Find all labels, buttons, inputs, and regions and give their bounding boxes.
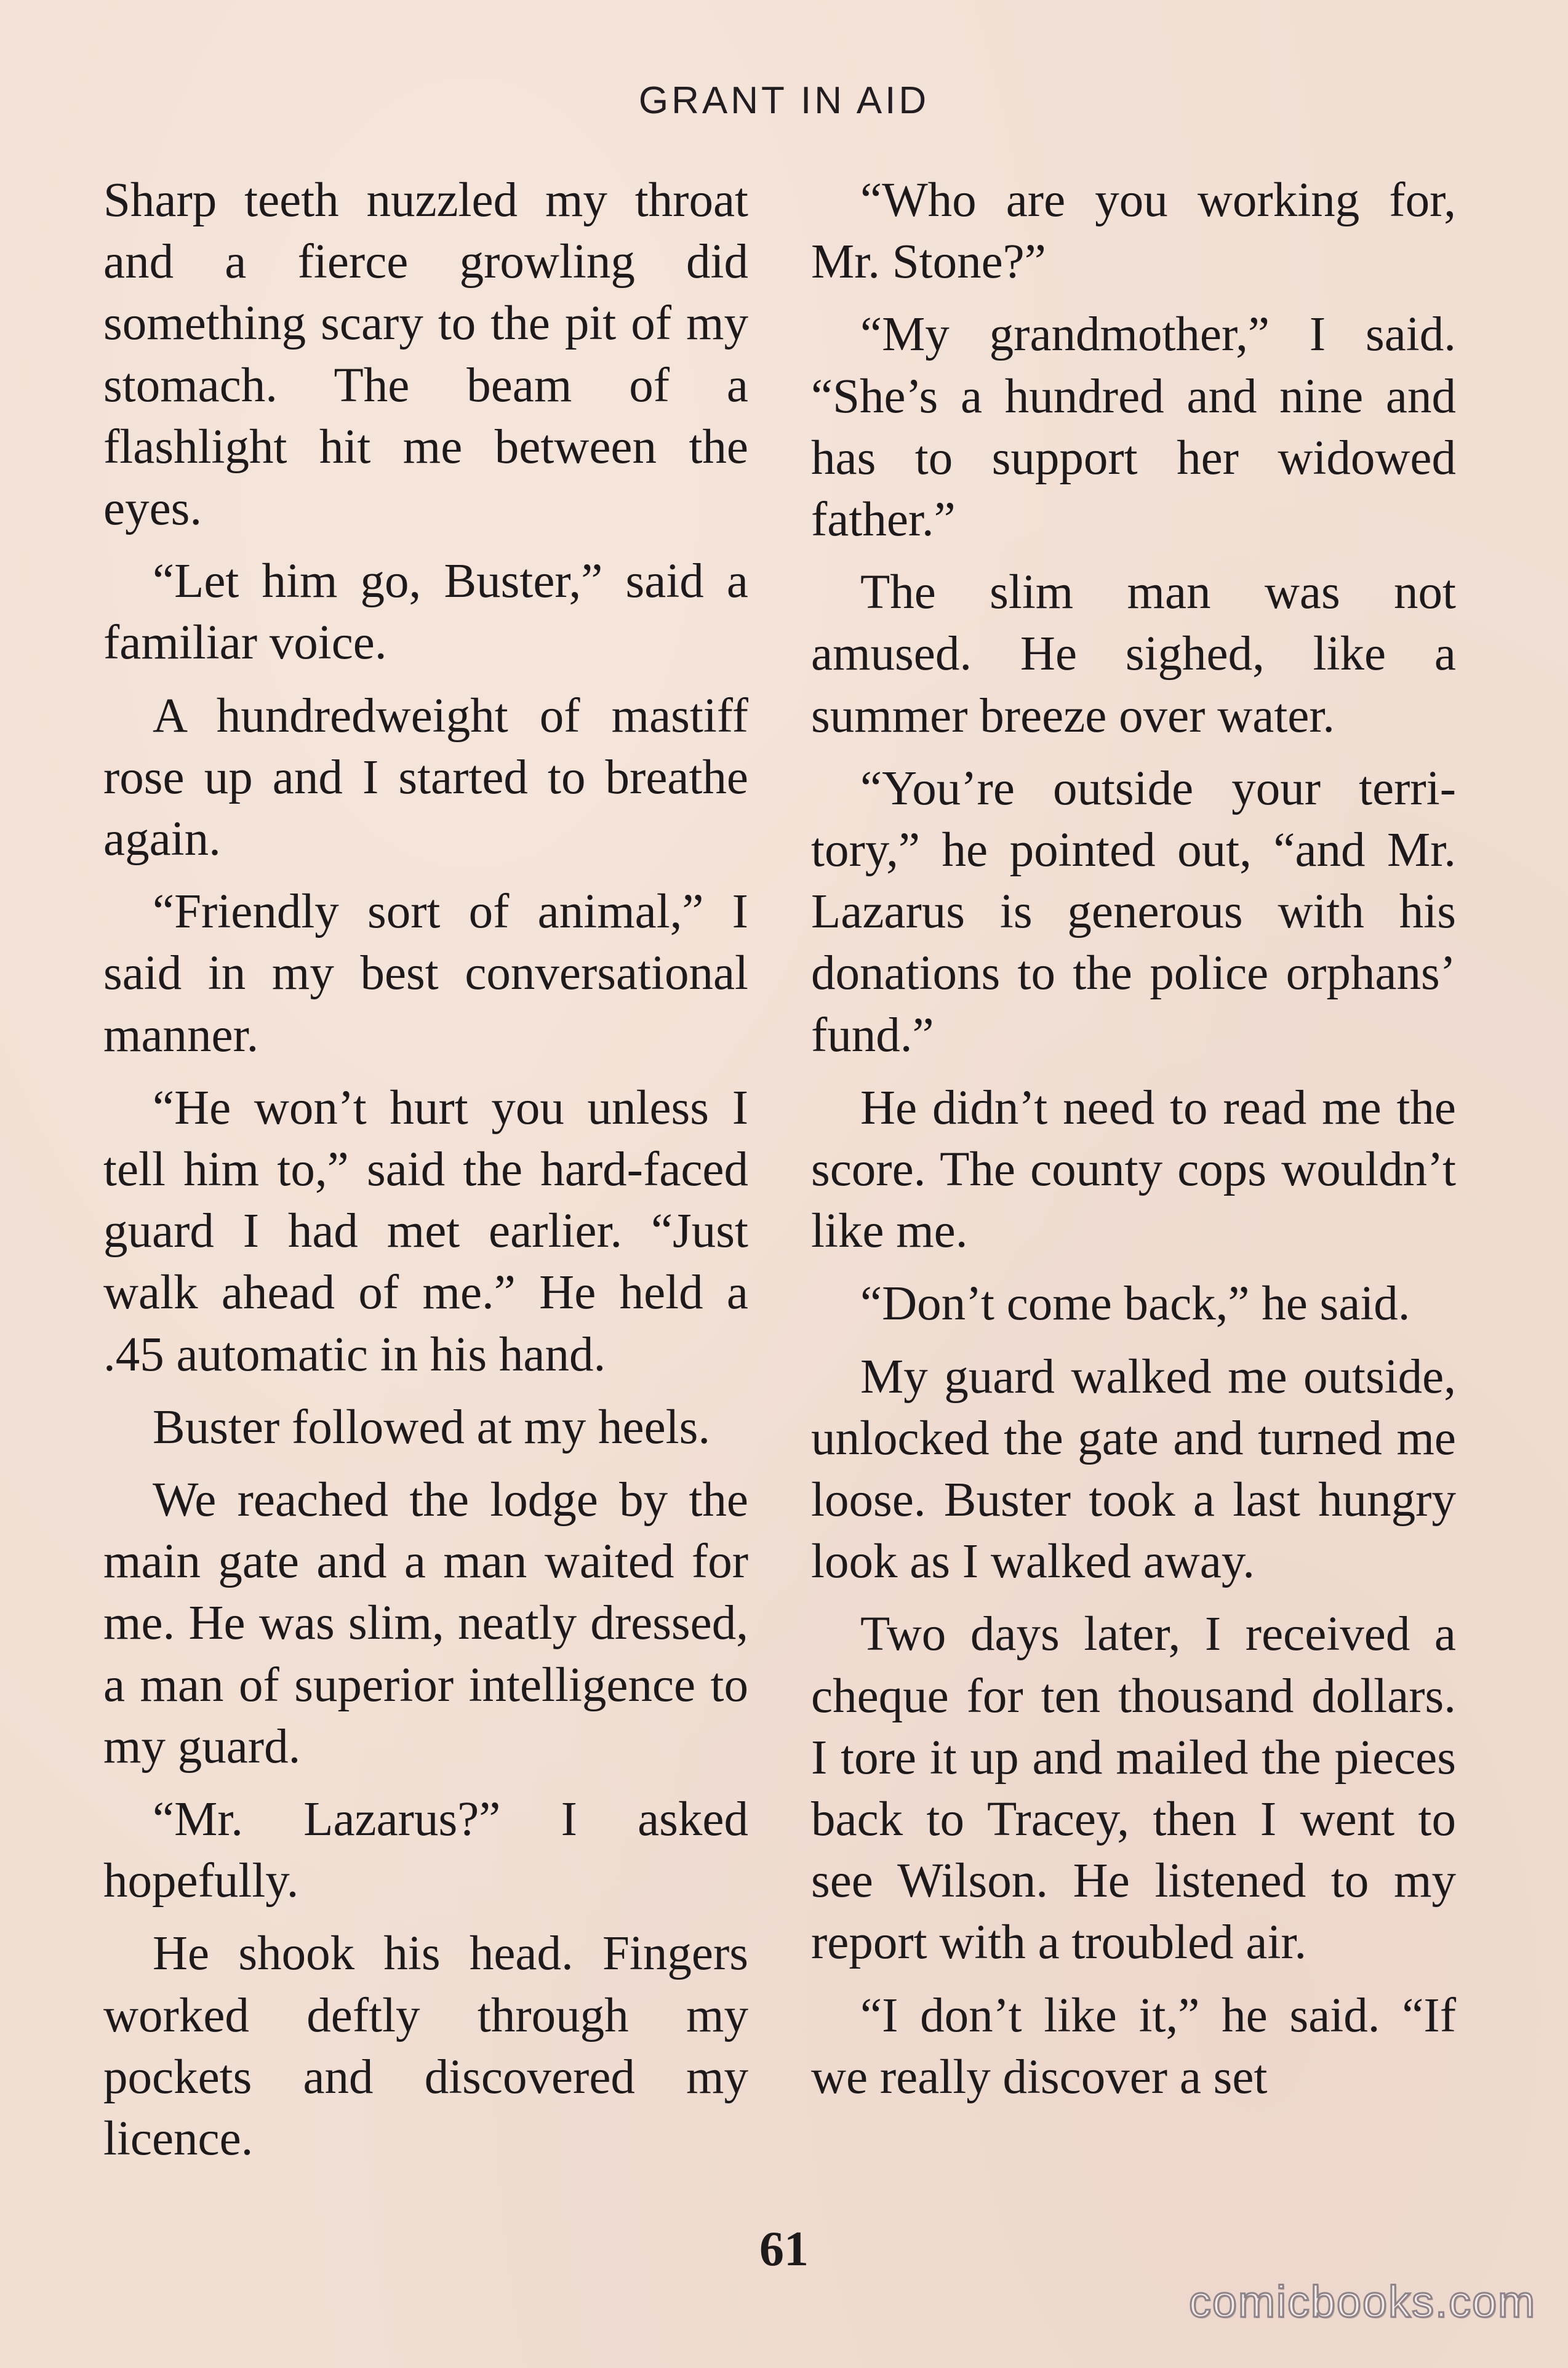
paragraph: “Don’t come back,” he said.: [860, 1277, 1410, 1331]
paragraph: Buster followed at my heels.: [153, 1400, 711, 1454]
paragraph: My guard walked me outside, unlocked the gate and turned me loose. Buster took a last hungry look as I walked away.: [811, 1350, 1456, 1589]
paragraph: “I don’t like it,” he said. “If we really discover a set: [811, 1988, 1456, 2104]
paragraph: Sharp teeth nuzzled my throat and a fierce growling did something scary to the pit of my stomach. The beam of a flashlight hit me between the eyes.: [103, 174, 748, 536]
paragraph: Two days later, I received a cheque for ten thousand dollars. I tore it up and mailed the pieces back to Tracey, then I went to see Wilson. He listened to my report with a troubled air.: [811, 1607, 1456, 1970]
paragraph: “My grandmother,” I said. “She’s a hundred and nine and has to support her widowed father.”: [811, 308, 1456, 547]
paragraph: We reached the lodge by the main gate and a man waited for me. He was slim, neatly dressed, a man of superior intelligence to my guard.: [103, 1473, 748, 1774]
paragraph: He didn’t need to read me the score. The county cops wouldn’t like me.: [811, 1081, 1456, 1258]
paragraph: “You’re outside your territory,” he pointed out, “and Mr. Lazarus is generous with his donations to the police orphans’ fund.”: [811, 761, 1456, 1062]
right-column: [811, 170, 1456, 2119]
paragraph: “Friendly sort of animal,” I said in my best conversational manner.: [103, 885, 748, 1062]
watermark: comicbooks.com: [1188, 2278, 1536, 2327]
paragraph: “Let him go, Buster,” said a familiar voice.: [103, 554, 748, 670]
paragraph: The slim man was not amused. He sighed, like a summer breeze over water.: [811, 566, 1456, 743]
left-column: [103, 170, 748, 2181]
paragraph: “Who are you working for, Mr. Stone?”: [811, 174, 1456, 289]
paragraph: A hundredweight of mastiff rose up and I started to breathe again.: [103, 689, 748, 866]
paragraph: “He won’t hurt you unless I tell him to,” said the hard-faced guard I had met earlier. “Just walk ahead of me.” He held a .45 automatic in his hand.: [103, 1081, 748, 1382]
running-head: GRANT IN AID: [638, 79, 930, 122]
paragraph: “Mr. Lazarus?” I asked hopefully.: [103, 1793, 748, 1908]
page-number: 61: [759, 2222, 809, 2276]
paragraph: He shook his head. Fingers worked deftly through my pockets and discovered my licence.: [103, 1927, 748, 2166]
